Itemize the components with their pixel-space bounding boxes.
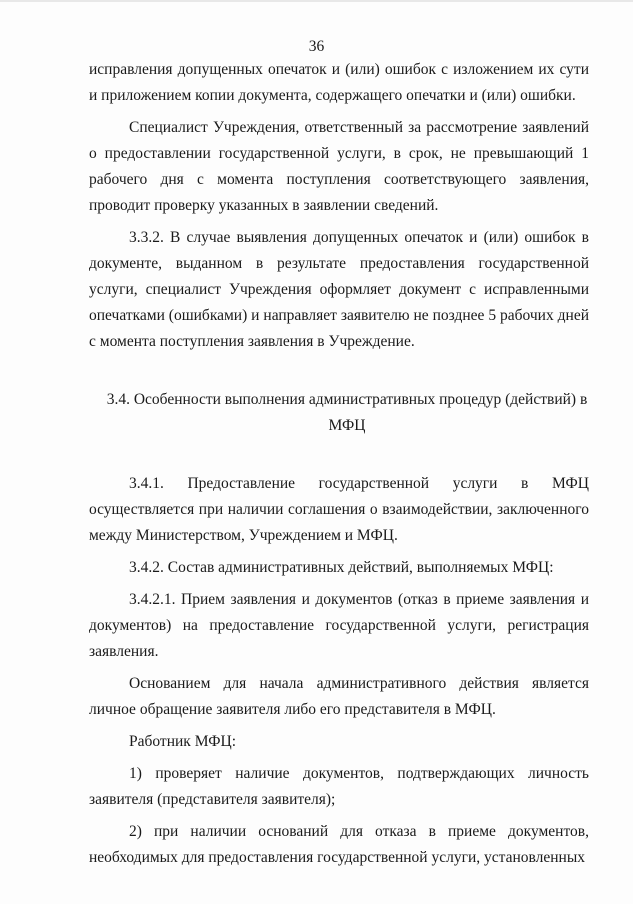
list-item-2: 2) при наличии оснований для отказа в приеме документов, необходимых для предоставления государственной услуги, установленных: [89, 823, 589, 866]
scan-edge: [0, 0, 633, 2]
list-item-1: 1) проверяет наличие документов, подтверждающих личность заявителя (представителя заявителя);: [89, 765, 589, 808]
paragraph-3-4-2-1: 3.4.2.1. Прием заявления и документов (отказ в приеме заявления и документов) на предоставление государственной услуги, регистрация заявления.: [89, 591, 589, 660]
page-number: 36: [308, 38, 325, 55]
paragraph-3-4-2: 3.4.2. Состав административных действий, выполняемых МФЦ:: [129, 559, 554, 576]
paragraph-basis: Основанием для начала административного действия является личное обращение заявителя либо его представителя в МФЦ.: [89, 675, 589, 718]
paragraph-specialist-check: Специалист Учреждения, ответственный за рассмотрение заявлений о предоставлении государственной услуги, в срок, не превышающий 1 рабочего дня с момента поступления соответствующего заявления, проводит проверку указанных в заявлении сведений.: [89, 119, 589, 214]
paragraph-3-3-2: 3.3.2. В случае выявления допущенных опечаток и (или) ошибок в документе, выданном в результате предоставления государственной услуги, специалист Учреждения оформляет документ с исправленными опечатками (ошибками) и направляет заявителю не позднее 5 рабочих дней с момента поступления заявления в Учреждение.: [89, 229, 589, 350]
document-body: [89, 57, 589, 871]
section-gap: [89, 355, 589, 381]
paragraph-worker-mfc: Работник МФЦ:: [129, 733, 237, 750]
section-heading-3-4: 3.4. Особенности выполнения административных процедур (действий) в МФЦ: [106, 391, 588, 434]
section-gap: [89, 439, 589, 465]
paragraph-3-4-1: 3.4.1. Предоставление государственной услуги в МФЦ осуществляется при наличии соглашения о взаимодействии, заключенного между Министерством, Учреждением и МФЦ.: [89, 475, 589, 544]
paragraph-continuation: исправления допущенных опечаток и (или) ошибок с изложением их сути и приложением копии документа, содержащего опечатки и (или) ошибки.: [89, 61, 589, 104]
